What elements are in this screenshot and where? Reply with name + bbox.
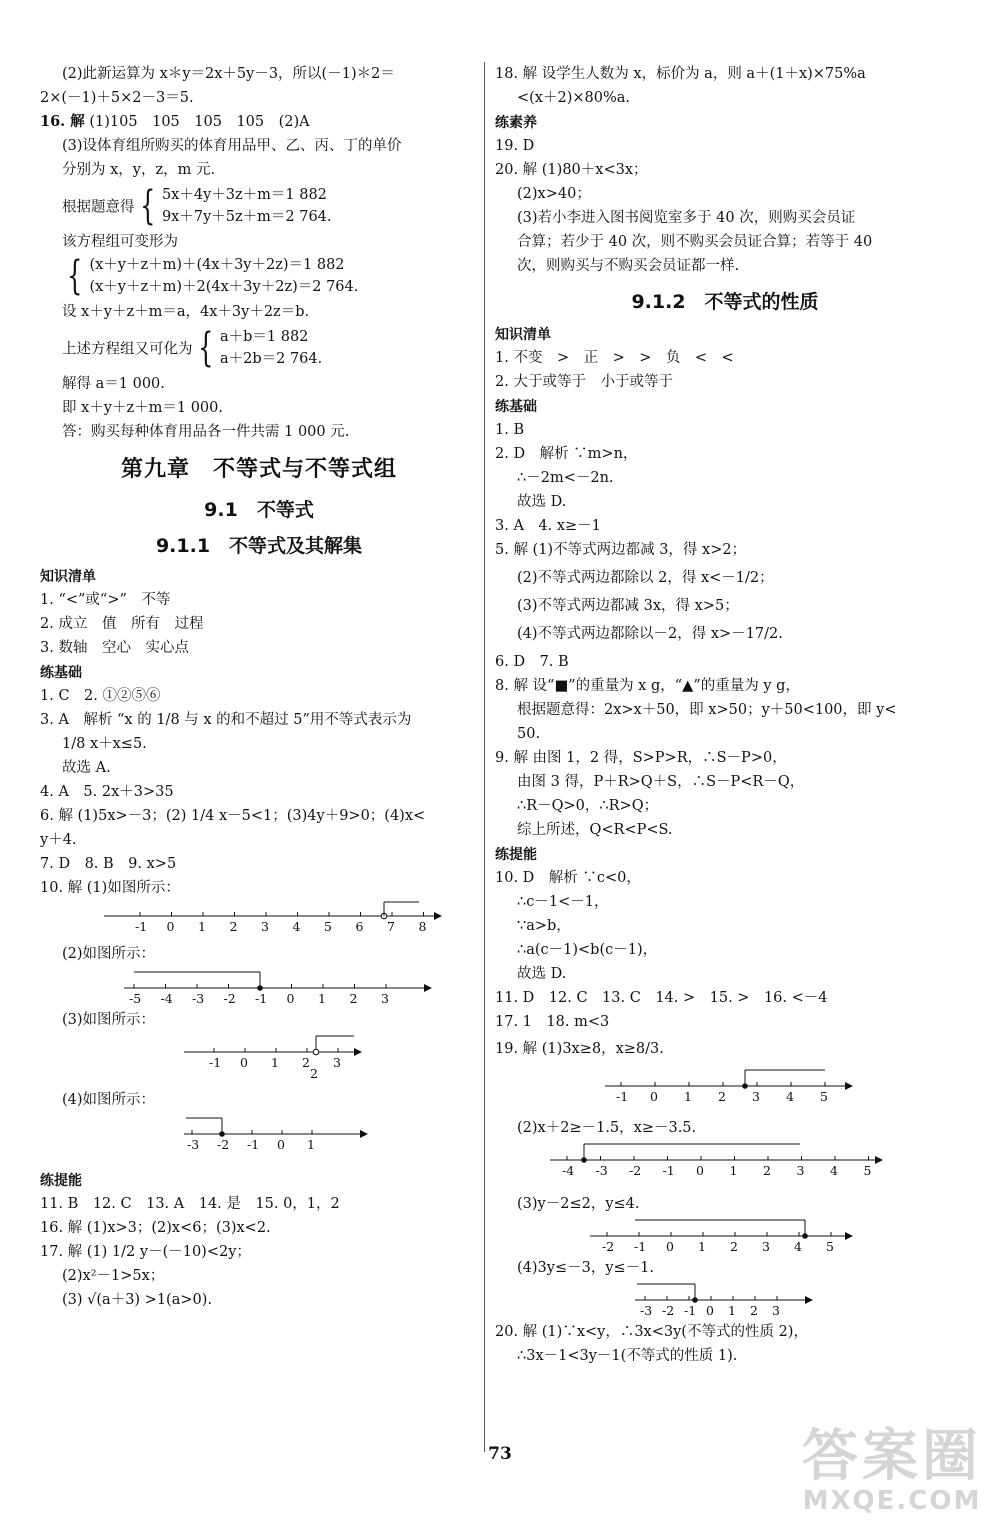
text-line: 2. 成立 值 所有 过程 (40, 616, 204, 632)
tick-label: -1 (255, 991, 268, 1006)
text-line: 50. (517, 726, 541, 742)
equation-system: 上述方程组又可化为 { a＋b＝1 882 a＋2b＝2 764. (62, 325, 323, 371)
text-line: 答：购买每种体育用品各一件共需 1 000 元. (62, 424, 350, 440)
text-line: (3)y－2≤2，y≤4. (517, 1196, 640, 1212)
equation: 5x＋4y＋3z＋m＝1 882 (161, 187, 327, 203)
number-line-8 (495, 1280, 935, 1320)
text-line: (2)x²－1>5x； (62, 1268, 165, 1284)
tick-label: -1 (634, 1239, 647, 1254)
text-line: (4)3y≤－3，y≤－1. (517, 1260, 655, 1276)
text-line: 次，则购买与不购买会员证都一样. (517, 258, 740, 274)
tick-label: 3 (333, 1055, 341, 1070)
tick-label: 3 (381, 991, 389, 1006)
tick-label: 8 (418, 919, 427, 934)
text-line: 20. 解 (1)∵x<y，∴3x<3y(不等式的性质 2)， (495, 1324, 808, 1340)
text-line: 分别为 x，y，z，m 元. (62, 162, 216, 178)
text-line: (1)105 105 105 105 (2)A (89, 114, 310, 130)
text-line: 18. 解 设学生人数为 x，标价为 a，则 a＋(1＋x)×75%a (495, 66, 866, 82)
text-line: 由图 3 得，P＋R>Q＋S，∴S－P<R－Q， (517, 774, 805, 790)
text-line: 综上所述，Q<R<P<S. (517, 822, 673, 838)
tick-label: 0 (666, 1239, 674, 1254)
text-line: 6. D 7. B (495, 654, 569, 670)
question-number: 16. 解 (40, 113, 85, 130)
text-line: 1. “<”或“>” 不等 (40, 592, 171, 608)
tick-label: 1 (307, 1137, 315, 1152)
tick-label: -4 (562, 1163, 575, 1178)
text-line: 2. D 解析 ∵m>n， (495, 446, 638, 462)
tick-label: 0 (166, 919, 175, 934)
equation: a＋2b＝2 764. (219, 351, 323, 367)
tick-label: 2 (763, 1163, 771, 1178)
tick-label: -1 (616, 1089, 629, 1104)
text-line: 19. 解 (1)3x≥8，x≥8/3. (495, 1041, 664, 1057)
tick-label: 4 (794, 1239, 802, 1254)
text-line: 故选 D. (517, 494, 567, 510)
tick-label: 0 (650, 1089, 658, 1104)
text-line: 17. 1 18. m<3 (495, 1014, 610, 1030)
tick-label: 3 (762, 1239, 770, 1254)
text-line: 即 x＋y＋z＋m＝1 000. (62, 400, 223, 416)
tick-label: 0 (240, 1055, 248, 1070)
text-line: 5. 解 (1)不等式两边都减 3，得 x>2； (495, 542, 747, 558)
page-number: 73 (488, 1444, 512, 1464)
tick-label: 6 (355, 919, 364, 934)
tick-label: -1 (209, 1055, 222, 1070)
tick-label: 4 (786, 1089, 794, 1104)
section-label: 练基础 (40, 665, 82, 681)
tick-label: -1 (684, 1303, 697, 1318)
text-line: 11. D 12. C 13. C 14. > 15. > 16. <－4 (495, 990, 828, 1006)
tick-label: 2 (730, 1239, 738, 1254)
equation-system: { (x＋y＋z＋m)＋(4x＋3y＋2z)＝1 882 (x＋y＋z＋m)＋2(4x＋3y＋2z)＝2 764. (67, 253, 359, 299)
tick-label: 1 (271, 1055, 279, 1070)
tick-label: -5 (129, 991, 142, 1006)
text-line: 合算；若少于 40 次，则不购买会员证合算；若等于 40 (517, 234, 873, 250)
equation: 9x＋7y＋5z＋m＝2 764. (161, 209, 332, 225)
equation: (x＋y＋z＋m)＋(4x＋3y＋2z)＝1 882 (89, 257, 345, 273)
tick-label: -2 (629, 1163, 642, 1178)
text-line: (2)x＋2≥－1.5，x≥－3.5. (517, 1120, 697, 1136)
tick-label: -2 (217, 1137, 230, 1152)
tick-label: 1 (198, 919, 206, 934)
text-line: 1. 不变 > 正 > > 负 < < (495, 350, 734, 366)
equation-system: 根据题意得 { 5x＋4y＋3z＋m＝1 882 9x＋7y＋5z＋m＝2 764. (62, 183, 332, 229)
watermark-url: MXQE.COM (802, 1486, 982, 1516)
text-line: ∴a(c－1)<b(c－1)， (517, 942, 658, 958)
text-line: (4)不等式两边都除以－2，得 x>－17/2. (517, 626, 783, 642)
watermark-logo (802, 1424, 982, 1516)
tick-label: -1 (662, 1163, 675, 1178)
left-column (40, 62, 478, 1312)
tick-label: 4 (830, 1163, 838, 1178)
tick-label: 5 (820, 1089, 828, 1104)
section-label: 练提能 (495, 847, 537, 863)
text-line: 6. 解 (1)5x>－3；(2) 1/4 x－5<1；(3)4y＋9>0；(4)x< (40, 808, 426, 824)
text-line: 故选 D. (517, 966, 567, 982)
solid-point (219, 1131, 225, 1137)
text-line: 根据题意得 (62, 199, 135, 216)
right-column (495, 62, 955, 1368)
svg-text:2: 2 (310, 1066, 318, 1081)
text-line: (3)不等式两边都减 3x，得 x>5； (517, 598, 739, 614)
section-label: 练基础 (495, 399, 537, 415)
tick-label: 1 (728, 1303, 736, 1318)
tick-label: 0 (277, 1137, 285, 1152)
text-line: 1/8 x＋x≤5. (62, 736, 147, 752)
tick-label: -1 (135, 919, 148, 934)
text-line: 解得 a＝1 000. (62, 376, 165, 392)
equation: a＋b＝1 882 (219, 329, 309, 345)
number-line-1 (64, 900, 464, 942)
solid-point (257, 985, 263, 991)
text-line: 10. 解 (1)如图所示： (40, 880, 180, 896)
tick-label: -2 (223, 991, 236, 1006)
tick-label: -3 (640, 1303, 653, 1318)
chapter-title: 第九章 不等式与不等式组 (120, 457, 397, 482)
text-line: 1. B (495, 422, 525, 438)
text-line: 11. B 12. C 13. A 14. 是 15. 0，1，2 (40, 1196, 340, 1212)
text-line: 1. C 2. ①②⑤⑥ (40, 688, 161, 704)
section-label: 练提能 (40, 1173, 82, 1189)
text-line: y＋4. (40, 832, 77, 848)
number-line-4 (64, 1112, 464, 1168)
tick-label: 3 (772, 1303, 780, 1318)
text-line: 上述方程组又可化为 (62, 341, 193, 358)
hollow-point (313, 1049, 319, 1055)
text-line: 3. A 4. x≥－1 (495, 518, 601, 534)
section-title: 9.1 不等式 (204, 499, 314, 521)
text-line: 3. 数轴 空心 实心点 (40, 640, 189, 656)
tick-label: 2 (750, 1303, 758, 1318)
tick-label: 1 (729, 1163, 738, 1178)
text-line: 7. D 8. B 9. x>5 (40, 856, 177, 872)
text-line: 8. 解 设“■”的重量为 x g，“▲”的重量为 y g， (495, 678, 800, 694)
text-line: 故选 A. (62, 760, 111, 776)
tick-label: -4 (160, 991, 173, 1006)
text-line: ∴R－Q>0，∴R>Q； (517, 798, 659, 814)
tick-label: 3 (261, 919, 269, 934)
tick-label: -3 (595, 1163, 608, 1178)
text-line: (3)若小李进入图书阅览室多于 40 次，则购买会员证 (517, 210, 856, 226)
number-line-2 (64, 966, 464, 1008)
tick-label: -2 (662, 1303, 675, 1318)
tick-label: -2 (602, 1239, 615, 1254)
tick-label: 5 (863, 1163, 872, 1178)
text-line: 设 x＋y＋z＋m＝a，4x＋3y＋2z＝b. (62, 304, 310, 320)
text-line: (3)如图所示： (62, 1012, 156, 1028)
tick-label: -1 (247, 1137, 260, 1152)
solid-point (692, 1297, 698, 1303)
text-line: (2)不等式两边都除以 2，得 x<－1/2； (517, 570, 774, 586)
text-line: (2)如图所示： (62, 946, 156, 962)
text-line: ∴－2m<－2n. (517, 470, 614, 486)
text-line: 2×(－1)＋5×2－3＝5. (40, 90, 194, 106)
number-line-7 (495, 1216, 935, 1256)
column-divider (484, 62, 485, 1452)
subsection-title: 9.1.2 不等式的性质 (631, 291, 819, 313)
text-line: 20. 解 (1)80＋x<3x； (495, 162, 648, 178)
tick-label: 1 (684, 1089, 692, 1104)
solid-point (742, 1083, 748, 1089)
solid-point (802, 1233, 808, 1239)
tick-label: 5 (324, 919, 332, 934)
tick-label: 2 (229, 919, 238, 934)
text-line: 4. A 5. 2x＋3>35 (40, 784, 174, 800)
text-line: 2. 大于或等于 小于或等于 (495, 374, 673, 390)
text-line: 19. D (495, 138, 535, 154)
tick-label: -3 (192, 991, 205, 1006)
tick-label: 1 (318, 991, 326, 1006)
text-line: ∴c－1<－1， (517, 894, 609, 910)
text-line: 3. A 解析 “x 的 1/8 与 x 的和不超过 5”用不等式表示为 (40, 712, 412, 728)
section-label: 知识清单 (40, 569, 96, 585)
tick-label: 5 (826, 1239, 834, 1254)
text-line: 9. 解 由图 1，2 得，S>P>R，∴S－P>0， (495, 750, 787, 766)
tick-label: 4 (292, 919, 301, 934)
number-line-5 (495, 1064, 935, 1116)
section-label: 知识清单 (495, 327, 551, 343)
text-line: 10. D 解析 ∵c<0， (495, 870, 641, 886)
tick-label: 1 (698, 1239, 706, 1254)
subsection-title: 9.1.1 不等式及其解集 (155, 535, 363, 557)
text-line: ∴3x－1<3y－1(不等式的性质 1). (517, 1348, 738, 1364)
text-line: (3) √(a＋3) >1(a>0). (62, 1292, 212, 1308)
watermark-text: 答案圈 (802, 1424, 982, 1489)
tick-label: 0 (696, 1163, 704, 1178)
text-line: (2)x>40； (517, 186, 591, 202)
number-line-6 (495, 1140, 935, 1192)
text-line: ∵a>b， (517, 918, 571, 934)
tick-label: 2 (349, 991, 358, 1006)
number-line-3 (64, 1032, 464, 1088)
tick-label: 7 (387, 919, 395, 934)
text-line: 17. 解 (1) 1/2 y－(－10)<2y； (40, 1244, 251, 1260)
tick-label: 0 (706, 1303, 714, 1318)
tick-label: 2 (302, 1055, 310, 1070)
tick-label: 2 (718, 1089, 726, 1104)
tick-label: -3 (187, 1137, 200, 1152)
text-line: (2)此新运算为 x＊y＝2x＋5y－3，所以(－1)＊2＝ (62, 66, 395, 82)
ticks (135, 912, 427, 934)
section-label: 练素养 (495, 115, 537, 131)
text-line: (4)如图所示： (62, 1092, 156, 1108)
solid-point (581, 1157, 587, 1163)
tick-label: 0 (286, 991, 295, 1006)
text-line: 根据题意得：2x>x＋50，即 x>50；y＋50<100，即 y< (517, 702, 897, 718)
text-line: <(x＋2)×80%a. (517, 90, 630, 106)
text-line: 16. 解 (1)x>3；(2)x<6；(3)x<2. (40, 1220, 271, 1236)
tick-label: 3 (752, 1089, 760, 1104)
text-line: (3)设体育组所购买的体育用品甲、乙、丙、丁的单价 (62, 138, 402, 154)
tick-label: 3 (796, 1163, 805, 1178)
equation: (x＋y＋z＋m)＋2(4x＋3y＋2z)＝2 764. (89, 279, 359, 295)
text-line: 该方程组可变形为 (62, 234, 178, 250)
